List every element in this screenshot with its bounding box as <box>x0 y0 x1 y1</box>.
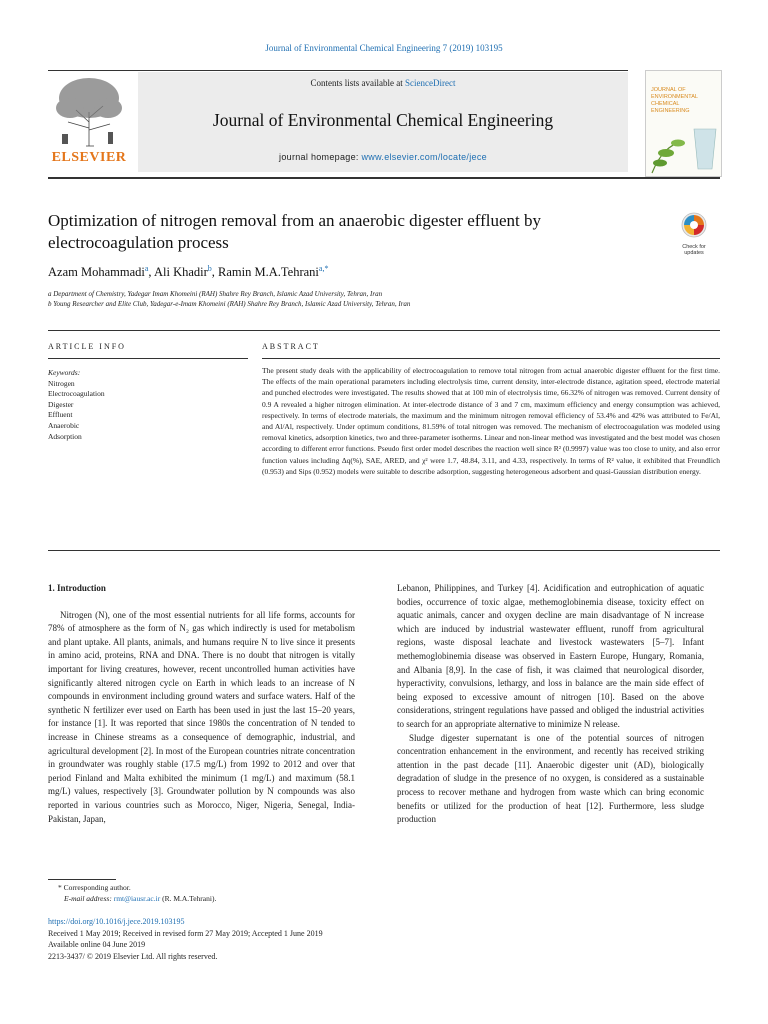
email-link[interactable]: rmt@iausr.ac.ir <box>113 894 161 903</box>
available-online: Available online 04 June 2019 <box>48 940 146 950</box>
keyword-item: Effluent <box>48 410 73 420</box>
article-title: Optimization of nitrogen removal from an anaerobic digester effluent by electrocoagulation process <box>48 211 541 252</box>
check-updates-icon <box>676 211 712 239</box>
email-footnote: E-mail address: rmt@iausr.ac.ir (R. M.A.Tehrani). <box>64 894 217 903</box>
keywords-label: Keywords: <box>48 368 81 377</box>
cover-plant-image <box>646 123 721 175</box>
body-column-left <box>48 582 355 826</box>
author-affiliation-marker[interactable]: a <box>144 264 149 273</box>
author-name[interactable]: Ali Khadir <box>153 265 208 280</box>
affiliation-b: b Young Researcher and Elite Club, Yadegar-e-Imam Khomeini (RAH) Shahre Rey Branch, Islamic Azad University, Tehran, Iran <box>48 300 411 308</box>
header-bottom-rule <box>48 177 720 179</box>
journal-title: Journal of Environmental Chemical Engineering <box>212 110 554 130</box>
body-paragraph: Sludge digester supernatant is one of the potential sources of nitrogen concentration enhancement in the environment, and recently has received striking attention in the past decade [11]. Anaerobic digester unit (AD), biologically degradation of sludge in the presence of no oxygen, is considered as a sustainable process to recover methane and hydrogen from waste which can bring economic benefits or utilized for the production of heat [12]. Furthermore, less sludge production <box>397 732 704 825</box>
abstract-text: The present study deals with the applicability of electrocoagulation to remove total nitrogen from actual anaerobic digester effluent for the first time. The effects of the main operational parameters including electrolysis time, current density, inter-electrode distance, agitation speed, electrode material and punched electrodes were investigated. The results showed that at 100 min of electrolysis time, 66.32% of nitrogen was removed. Current density of 0.9 A revealed a higher nitrogen elimination. At inter-electrode distance of 3 and 7 cm, maximum efficiency and energy consumption was achieved, respectively. In terms of electrode materials, the maximum and the minimum nitrogen removal efficiency of 53.4% and 42% was attributed to Fe/Al, and Al/Al, respectively. Under optimum conditions, 81.59% of total nitrogen was removed. The mechanism of electrocoagulation was modeled using removal kinetics, adsorption kinetics, two and three-parameter isotherms. Linear and non-linear method was investigated and the best model was chosen according to different error functions. Pseudo first order model describes the reaction well since R² (0.9997) value was too close to unity, and also error function values including Δq(%), SAE, ARED, and χ² were 1.7, 48.84, 3.11, and 4.33, respectively. In terms of R² value, it exhibited that Freundlich (0.953) and Sips (0.952) models were suitable to describe adsorption, suggesting heterogeneous adsorbent and quasi-Gaussian distribution energy. <box>262 366 720 476</box>
header-top-rule <box>48 70 628 71</box>
journal-header-band <box>138 72 628 172</box>
affiliation-a: a Department of Chemistry, Yadegar Imam Khomeini (RAH) Shahre Rey Branch, Islamic Azad University, Tehran, Iran <box>48 290 383 298</box>
cover-title: JOURNAL OF ENVIRONMENTAL CHEMICAL ENGINEERING <box>651 87 698 114</box>
contents-available: Contents lists available at ScienceDirect <box>310 78 456 88</box>
keyword-item: Anaerobic <box>48 420 80 430</box>
author-affiliation-marker[interactable]: b <box>207 264 212 273</box>
author-name[interactable]: Ramin M.A.Tehrani <box>218 265 319 280</box>
section-heading-introduction: 1. Introduction <box>48 583 106 593</box>
check-for-updates-badge[interactable] <box>676 211 712 255</box>
keyword-item: Nitrogen <box>48 378 75 388</box>
author-list: Azam Mohammadi$^a$, Ali Khadir$^b$, Ramin M.A.Tehrani$^{a,*}$ <box>48 264 329 280</box>
copyright-notice: 2213-3437/ © 2019 Elsevier Ltd. All rights reserved. <box>48 951 218 961</box>
info-top-rule <box>48 330 720 331</box>
abstract-bottom-rule <box>48 550 720 551</box>
author-name[interactable]: Azam Mohammadi <box>48 265 145 280</box>
keyword-item: Digester <box>48 399 74 409</box>
check-updates-label: Check for updates <box>682 244 706 256</box>
keywords-block <box>48 368 105 442</box>
abstract-heading: ABSTRACT <box>262 342 320 351</box>
received-dates: Received 1 May 2019; Received in revised form 27 May 2019; Accepted 1 June 2019 <box>48 928 323 938</box>
keyword-item: Adsorption <box>48 431 82 441</box>
author-affiliation-marker[interactable]: a,* <box>318 264 329 273</box>
journal-citation[interactable]: Journal of Environmental Chemical Engineering 7 (2019) 103195 <box>265 43 503 53</box>
homepage-link[interactable]: www.elsevier.com/locate/jece <box>361 152 487 162</box>
abstract-heading-rule <box>262 358 720 359</box>
footnote-rule <box>48 879 116 880</box>
doi-link[interactable]: https://doi.org/10.1016/j.jece.2019.103195 <box>48 917 185 926</box>
body-column-right <box>397 582 704 827</box>
journal-cover-thumbnail[interactable] <box>645 70 722 177</box>
publication-info <box>48 916 323 962</box>
body-paragraph: Nitrogen (N), one of the most essential nutrients for all life forms, accounts for 78% of atmosphere as the form of N₂ gas which indirectly is used for metabolism and plant uptake. All plants, animals, and humans require N to live since it presents in amino acid, proteins, RNA and DNA. There is no doubt that nitrogen is vitally important for living creatures, however, recent uncontrolled human activities have significantly altered nitrogen cycle on Earth in which leads to an increase of N compounds in environment including ground waters and surface waters. Half of the synthetic N fertilizer ever used on Earth has been used in just the last 15–20 years, for instance [1]. It was reported that since 1980s the concentration of N tended to increase in Chinese streams as a consequence of demographic, industrial, and agricultural development [2]. In most of the European countries nitrate concentration in groundwater was roughly stable (17.5 mg/L) from 1992 to 2012 and over that period Finland and Malta exhibited the minimum (1 mg/L) and maximum (58.1 mg/L) values, respectively [3]. Groundwater pollution by N compounds was also reported in various countries such as Morocco, Niger, Nigeria, Senegal, India-Pakistan, Japan, <box>48 609 355 824</box>
info-heading-rule <box>48 358 248 359</box>
sciencedirect-link[interactable]: ScienceDirect <box>405 78 456 88</box>
keyword-item: Electrocoagulation <box>48 389 105 399</box>
body-paragraph: Lebanon, Philippines, and Turkey [4]. Acidification and eutrophication of aquatic bodies, occurrence of toxic algae, methemoglobinemia disease, toxicity effect on aquatic animals, cancer and oxygen decline are main disadvantage of N increase which are induced by industrial wastewater effluent, runoff from agricultural regions, waste disposal leachate and livestock wastewaters [5–7]. Infant methemoglobinemia disease was observed in Eastern Europe, Hungary, Romania, and Albania [8,9]. In the case of fish, it was claimed that neurological disorder, hyperactivity, convulsions, lethargy, and loss in balance are the main side effect of being exposed to excessive amount of nitrogen [10]. Based on the above considerations, stringent regulations have passed and obliged the industrial activities to search for an appropriate alternative to minimize N release. <box>397 583 704 729</box>
article-info-heading: ARTICLE INFO <box>48 342 126 351</box>
corresponding-author-note: * Corresponding author. <box>58 883 131 892</box>
journal-homepage: journal homepage: www.elsevier.com/locate/jece <box>279 152 487 162</box>
elsevier-wordmark: ELSEVIER <box>51 150 127 165</box>
